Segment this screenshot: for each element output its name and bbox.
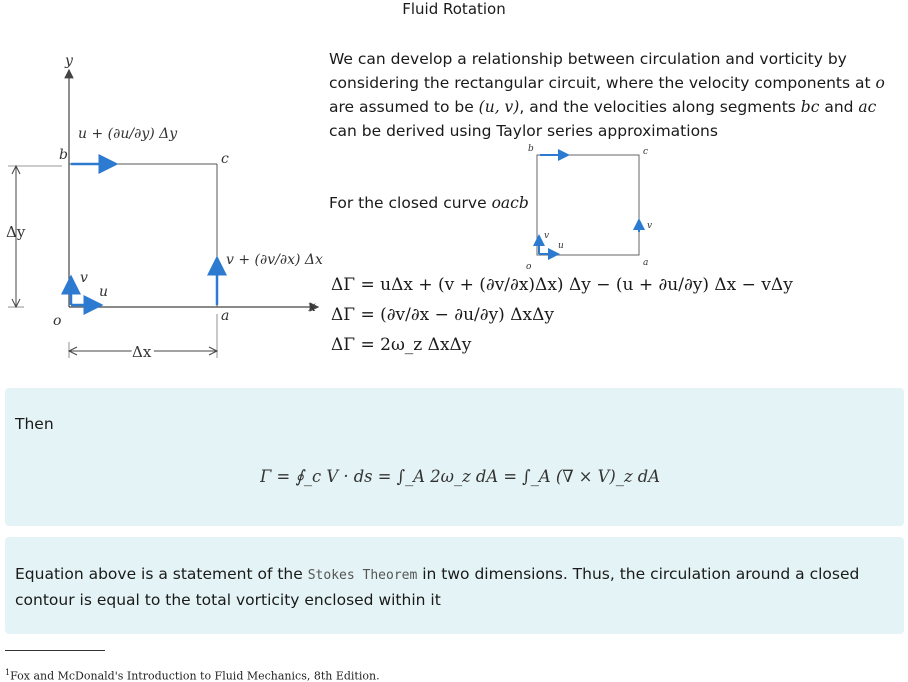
label-a: a: [221, 308, 230, 324]
label-x: x: [308, 299, 316, 315]
equation-1: ΔΓ = uΔx + (v + (∂v/∂x)Δx) Δy − (u + ∂u/∂y) Δx − vΔy: [331, 275, 793, 295]
stokes-panel: [5, 537, 904, 634]
equation-2: ΔΓ = (∂v/∂x − ∂u/∂y) ΔxΔy: [331, 305, 554, 325]
label-right-velocity: v + (∂v/∂x) Δx: [226, 252, 323, 268]
circuit-rect: [537, 155, 639, 255]
stokes-theorem-code: Stokes Theorem: [307, 568, 418, 583]
page-title: Fluid Rotation: [402, 0, 506, 18]
circulation-equations: [331, 270, 831, 360]
equation-3: ΔΓ = 2ω_z ΔxΔy: [331, 335, 472, 355]
label-o: o: [53, 313, 62, 329]
label-y: y: [65, 53, 73, 69]
svg-text:o: o: [526, 262, 532, 270]
stokes-equation-text: Γ = ∮_c V · ds = ∫_A 2ω_z dA = ∫_A (∇ × V)_z dA: [260, 467, 660, 487]
then-panel: [5, 388, 904, 526]
svg-text:a: a: [643, 258, 649, 268]
stokes-description: Equation above is a statement of the Stokes Theorem in two dimensions. Thus, the circulation around a closed contour is equal to the total vorticity enclosed within it: [15, 565, 860, 609]
closed-curve-diagram: [520, 140, 660, 270]
stokes-equation: [260, 448, 680, 508]
footnote: $^1$Fox and McDonald's Introduction to Fluid Mechanics, 8th Edition.: [5, 668, 380, 682]
footnote-divider: [5, 650, 105, 651]
svg-text:u: u: [558, 241, 564, 251]
svg-text:c: c: [643, 147, 649, 157]
circulation-diagram: [0, 40, 330, 370]
then-label: Then: [15, 415, 54, 433]
svg-text:v: v: [647, 221, 653, 231]
svg-text:b: b: [528, 144, 534, 154]
label-delta-y: Δy: [6, 223, 26, 241]
label-top-velocity: u + (∂u/∂y) Δy: [78, 126, 178, 142]
label-delta-x: Δx: [132, 343, 152, 361]
label-v: v: [80, 270, 88, 286]
intro-paragraph: We can develop a relationship between circulation and vorticity by considering the rectangular circuit, where the velocity components at o are assumed to be (u, v), and the velocities along segments bc and ac can be derived using Taylor series approximations: [329, 50, 885, 140]
label-u: u: [99, 284, 109, 300]
label-c: c: [221, 151, 229, 167]
label-b: b: [59, 147, 68, 163]
closed-curve-label: For the closed curve oacb: [329, 194, 529, 212]
svg-text:v: v: [544, 231, 550, 241]
